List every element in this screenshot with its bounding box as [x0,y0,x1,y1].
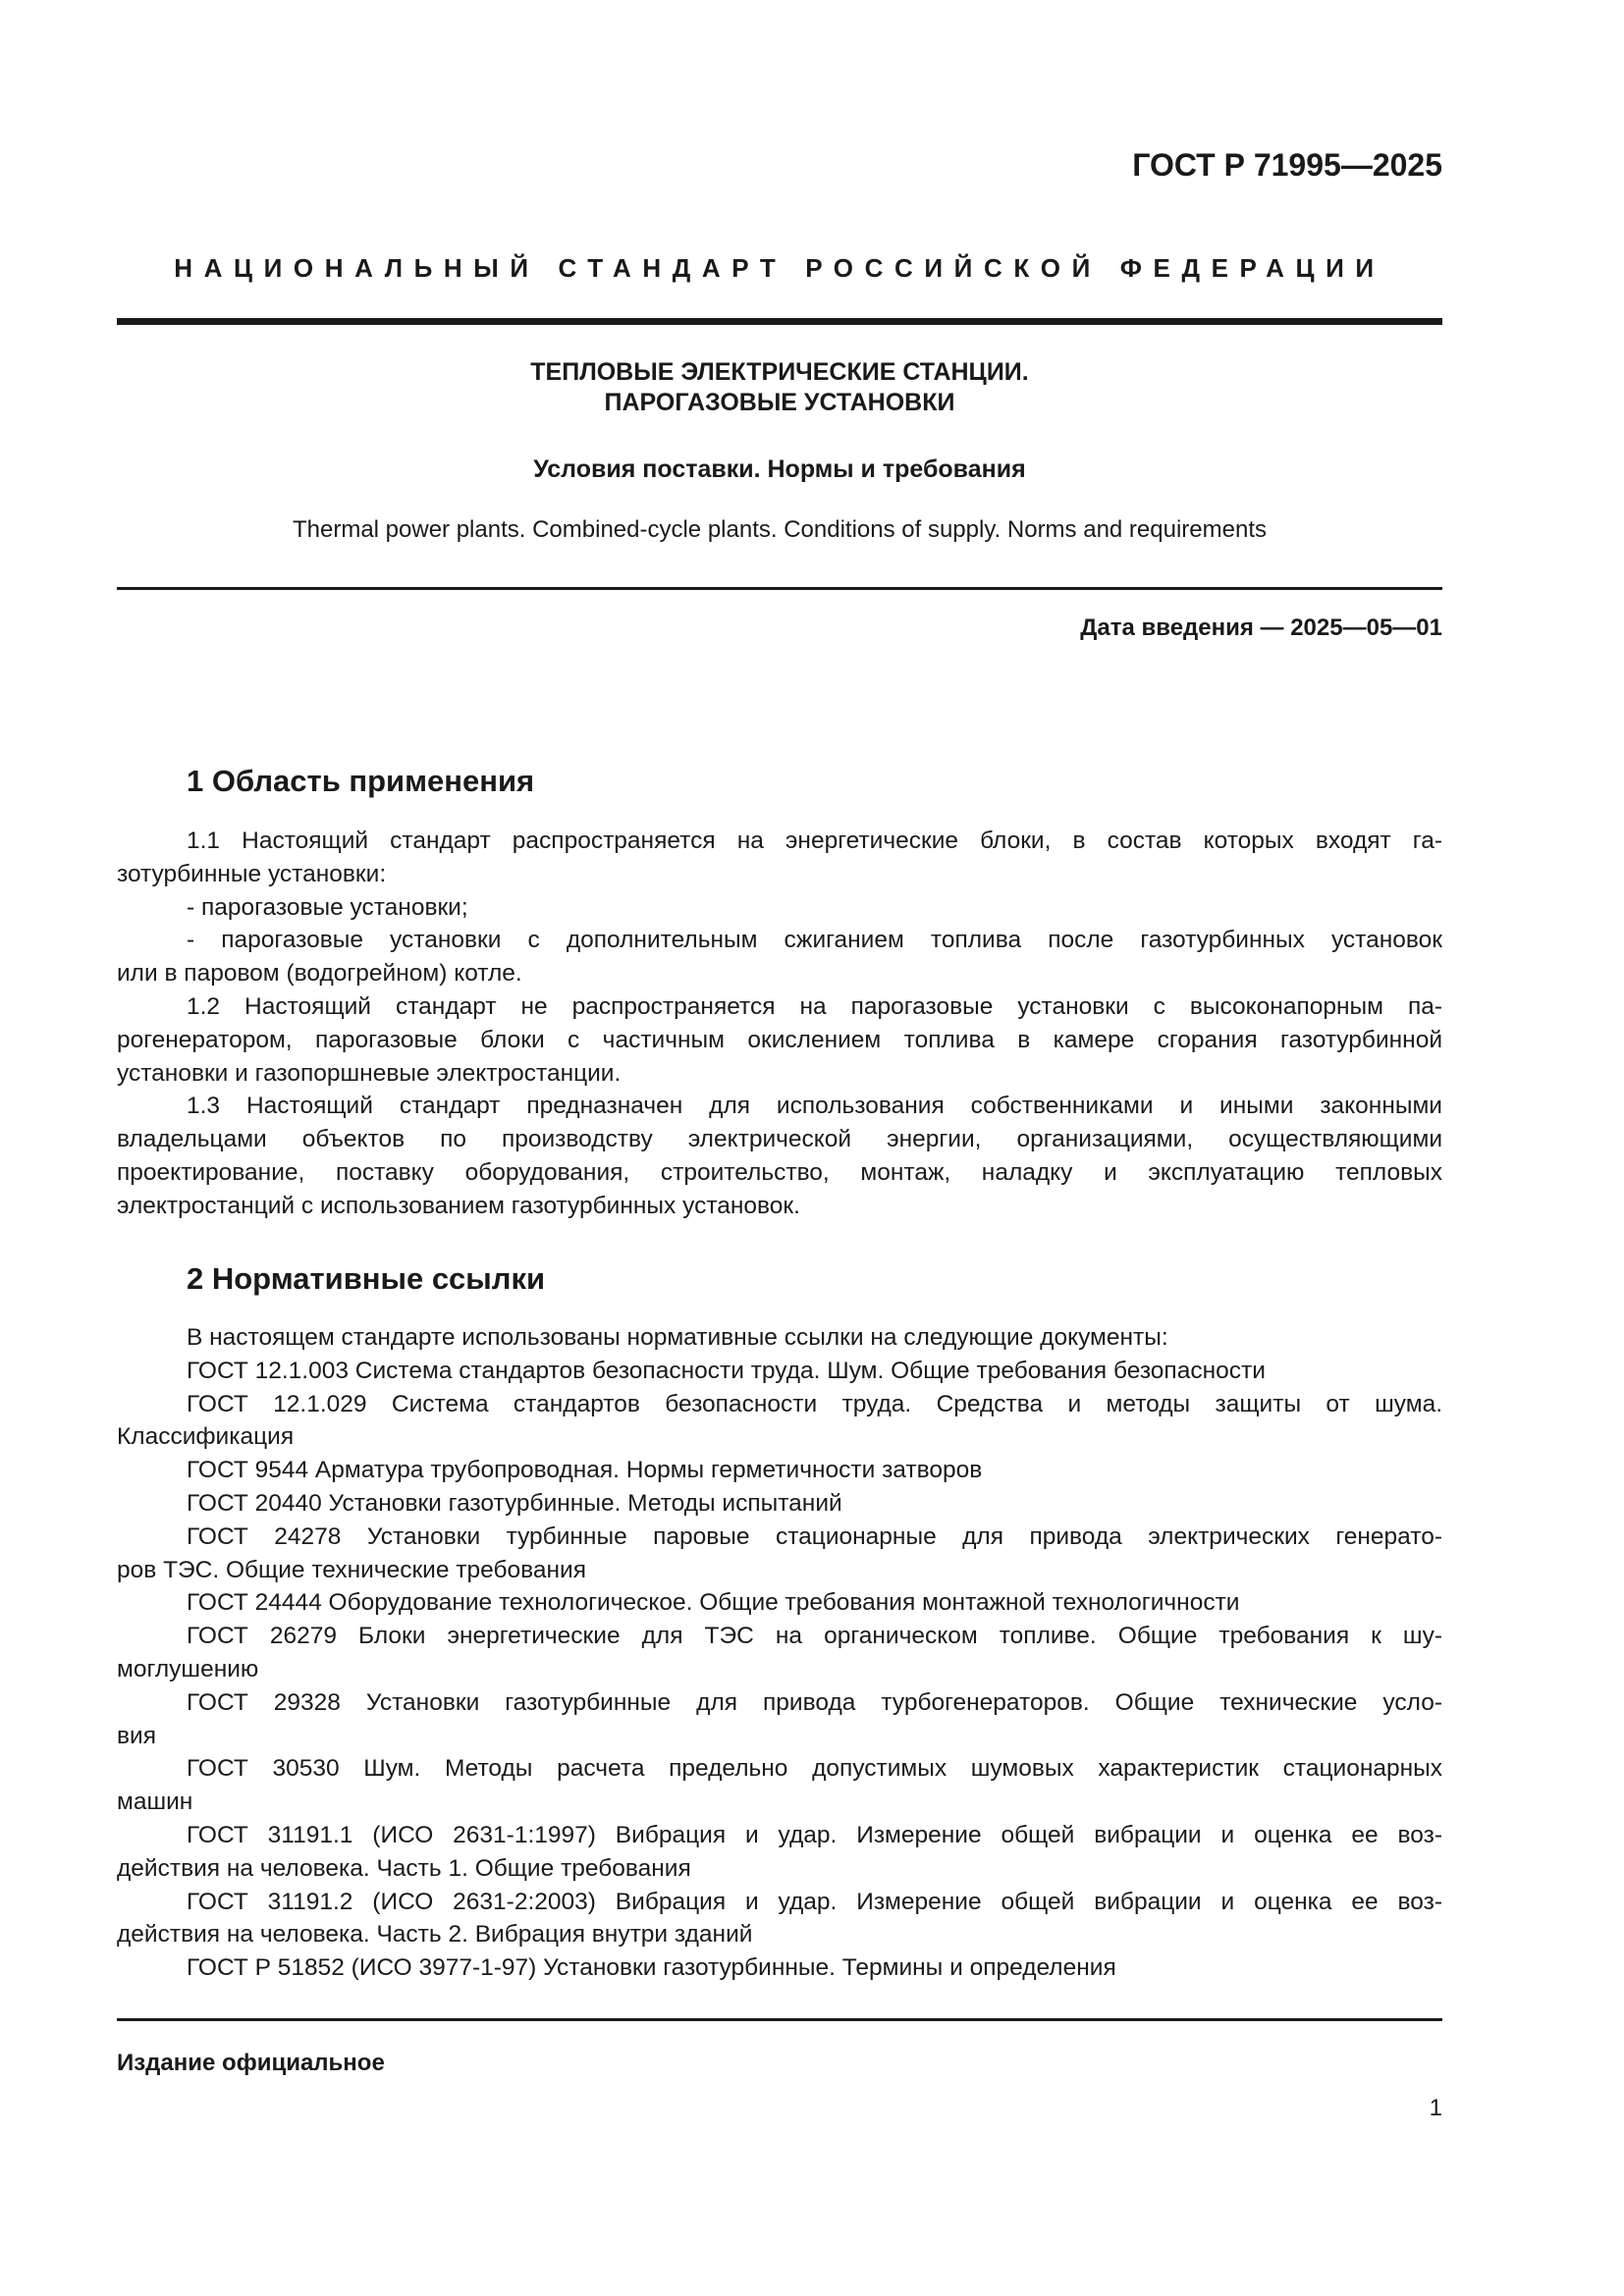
text-line: ГОСТ 24278 Установки турбинные паровые стационарные для привода электрических генерато- [187,1522,1442,1550]
paragraph [117,1355,1442,1388]
text-line: В настоящем стандарте использованы нормативные ссылки на следующие документы: [187,1324,1168,1351]
header-divider [117,318,1442,325]
text-line: ГОСТ 29328 Установки газотурбинные для привода турбогенераторов. Общие технические усло- [187,1688,1442,1716]
page-number: 1 [1429,2095,1442,2121]
paragraph [117,1321,1442,1355]
title-line: ПАРОГАЗОВЫЕ УСТАНОВКИ [604,389,955,416]
text-line: ГОСТ 9544 Арматура трубопроводная. Нормы герметичности затворов [187,1457,983,1484]
section-heading-references: 2 Нормативные ссылки [187,1261,546,1296]
text-line: вия [117,1722,156,1749]
text-line: ГОСТ 12.1.003 Система стандартов безопасности труда. Шум. Общие требования безопасности [187,1357,1266,1384]
national-standard-banner: НАЦИОНАЛЬНЫЙ СТАНДАРТ РОССИЙСКОЙ ФЕДЕРАЦИИ [174,253,1385,283]
paragraph [117,1454,1442,1487]
paragraph [117,825,1442,891]
text-line: ГОСТ 20440 Установки газотурбинные. Методы испытаний [187,1489,842,1517]
text-line: ГОСТ Р 51852 (ИСО 3977-1-97) Установки газотурбинные. Термины и определения [187,1954,1116,1982]
paragraph [117,1951,1442,1985]
paragraph [117,1487,1442,1521]
document-title [117,357,1442,418]
paragraph [117,1586,1442,1620]
text-line: - парогазовые установки с дополнительным сжиганием топлива после газотурбинных установок [187,927,1442,954]
document-subtitle: Условия поставки. Нормы и требования [533,455,1026,483]
paragraph [117,1886,1442,1952]
paragraph [117,1752,1442,1819]
title-divider [117,587,1442,590]
paragraph [117,1686,1442,1753]
text-line: 1.1 Настоящий стандарт распространяется на энергетические блоки, в состав которых входят га- [187,828,1442,854]
title-line: ТЕПЛОВЫЕ ЭЛЕКТРИЧЕСКИЕ СТАНЦИИ. [530,358,1029,386]
footer-divider [117,2018,1442,2021]
paragraph [117,1388,1442,1455]
section-body-references [117,1321,1442,1985]
text-line: Классификация [117,1423,295,1451]
text-line: ГОСТ 26279 Блоки энергетические для ТЭС на органическом топливе. Общие требования к шу- [187,1623,1442,1650]
text-line: ГОСТ 31191.1 (ИСО 2631-1:1997) Вибрация и удар. Измерение общей вибрации и оценка ее воз- [187,1821,1442,1848]
text-line: ГОСТ 31191.2 (ИСО 2631-2:2003) Вибрация и удар. Измерение общей вибрации и оценка ее воз- [187,1888,1442,1915]
text-line: зотурбинные установки: [117,860,387,887]
text-line: рогенератором, парогазовые блоки с частичным окислением топлива в камере сгорания газотурбинной [117,1026,1442,1053]
paragraph [117,1090,1442,1222]
text-line: ров ТЭС. Общие технические требования [117,1556,587,1583]
text-line: 1.3 Настоящий стандарт предназначен для использования собственниками и иными законными [187,1093,1442,1120]
text-line: или в паровом (водогрейном) котле. [117,960,522,988]
text-line: ГОСТ 30530 Шум. Методы расчета предельно допустимых шумовых характеристик стационарных [187,1755,1442,1783]
paragraph [117,990,1442,1090]
text-line: действия на человека. Часть 1. Общие требования [117,1854,691,1882]
text-line: действия на человека. Часть 2. Вибрация внутри зданий [117,1921,753,1949]
effective-date: Дата введения — 2025—05—01 [1080,614,1442,641]
paragraph [117,1620,1442,1686]
paragraph [117,1521,1442,1587]
text-line: установки и газопоршневые электростанции. [117,1059,622,1087]
paragraph [117,1819,1442,1886]
text-line: владельцами объектов по производству электрической энергии, организациями, осуществляющими [117,1126,1442,1153]
paragraph [117,891,1442,925]
text-line: ГОСТ 24444 Оборудование технологическое. Общие требования монтажной технологичности [187,1589,1240,1617]
document-code: ГОСТ Р 71995—2025 [1132,147,1442,183]
section-heading-scope: 1 Область применения [187,764,535,798]
text-line: моглушению [117,1655,259,1682]
text-line: ГОСТ 12.1.029 Система стандартов безопасности труда. Средства и методы защиты от шума. [187,1390,1442,1417]
official-edition-label: Издание официальное [117,2050,385,2076]
text-line: машин [117,1789,193,1816]
text-line: 1.2 Настоящий стандарт не распространяется на парогазовые установки с высоконапорным па- [187,992,1442,1020]
text-line: проектирование, поставку оборудования, строительство, монтаж, наладку и эксплуатацию тепловых [117,1158,1442,1186]
text-line: электростанций с использованием газотурбинных установок. [117,1192,800,1219]
section-body-scope [117,825,1442,1223]
paragraph [117,924,1442,990]
english-title: Thermal power plants. Combined-cycle plants. Conditions of supply. Norms and requirements [292,516,1267,543]
text-line: - парогазовые установки; [187,893,468,921]
